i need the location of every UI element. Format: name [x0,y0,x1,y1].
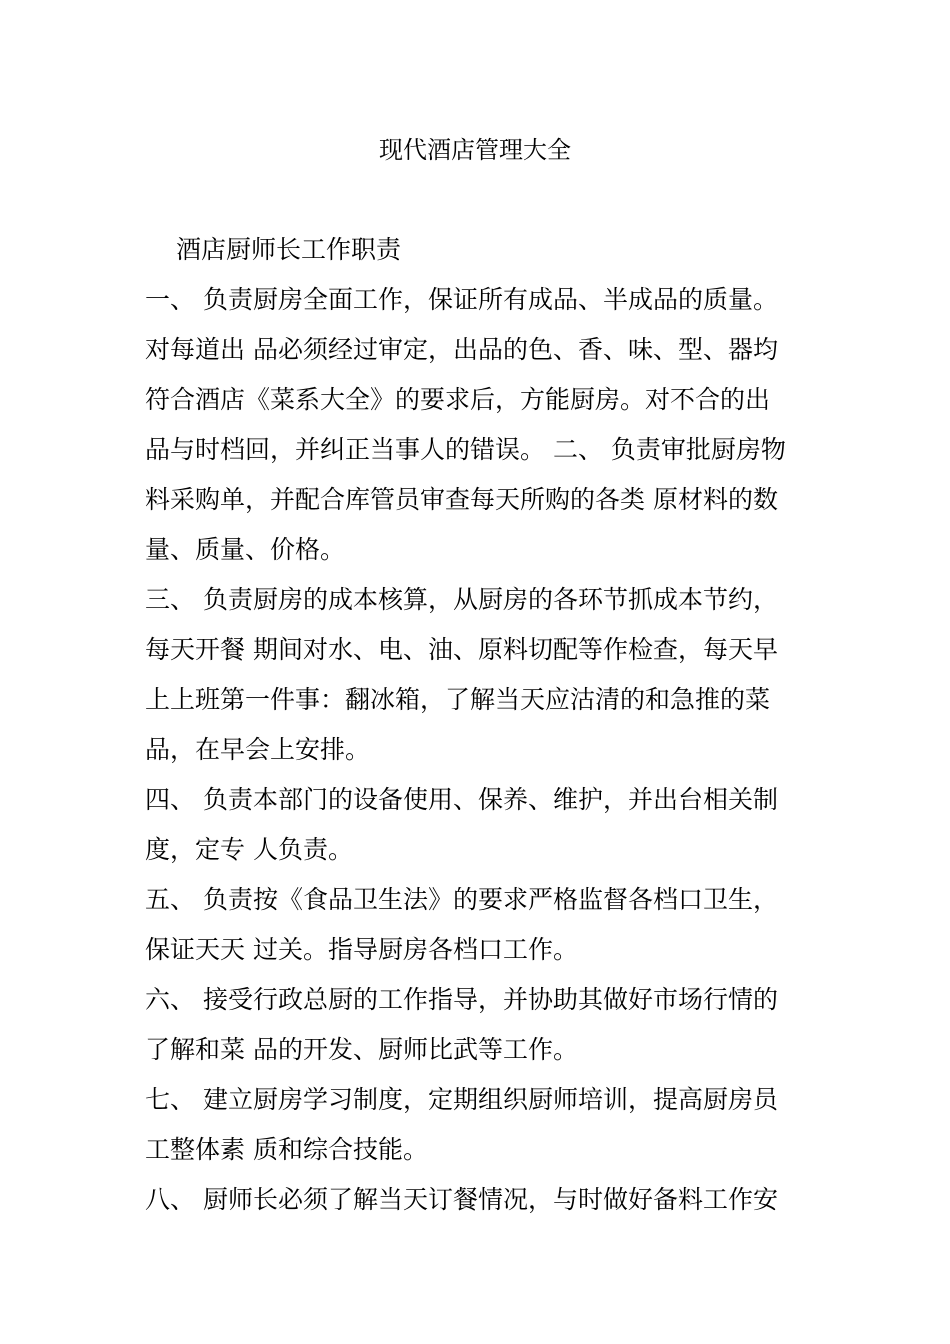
paragraph-line: 上上班第一件事：翻冰箱，了解当天应沽清的和急推的菜 [145,685,771,714]
paragraph-line: 七、 建立厨房学习制度，定期组织厨师培训，提高厨房员 [145,1085,778,1114]
paragraph-line: 量、质量、价格。 [145,535,346,564]
paragraph-line: 八、 厨师长必须了解当天订餐情况，与时做好备料工作安 [145,1185,778,1214]
paragraph-line: 料采购单，并配合库管员审查每天所购的各类 原材料的数 [145,485,778,514]
paragraph-line: 保证天天 过关。指导厨房各档口工作。 [145,935,578,964]
paragraph-line: 三、 负责厨房的成本核算，从厨房的各环节抓成本节约， [145,585,778,614]
paragraph-line: 符合酒店《菜系大全》的要求后，方能厨房。对不合的出 [145,385,771,414]
paragraph-line: 每天开餐 期间对水、电、油、原料切配等作检查，每天早 [145,635,778,664]
paragraph-line: 六、 接受行政总厨的工作指导，并协助其做好市场行情的 [145,985,778,1014]
section-heading: 酒店厨师长工作职责 [176,235,402,264]
paragraph-line: 品，在早会上安排。 [145,735,371,764]
paragraph-line: 了解和菜 品的开发、厨师比武等工作。 [145,1035,578,1064]
paragraph-line: 度，定专 人负责。 [145,835,353,864]
paragraph-line: 品与时档回，并纠正当事人的错误。 二、 负责审批厨房物 [145,435,786,464]
paragraph-line: 工整体素 质和综合技能。 [145,1135,428,1164]
paragraph-line: 对每道出 品必须经过审定，出品的色、香、味、型、器均 [145,335,778,364]
paragraph-line: 五、 负责按《食品卫生法》的要求严格监督各档口卫生， [145,885,778,914]
paragraph-line: 一、 负责厨房全面工作，保证所有成品、半成品的质量。 [145,285,778,314]
document-title: 现代酒店管理大全 [379,136,571,164]
paragraph-line: 四、 负责本部门的设备使用、保养、维护，并出台相关制 [145,785,778,814]
